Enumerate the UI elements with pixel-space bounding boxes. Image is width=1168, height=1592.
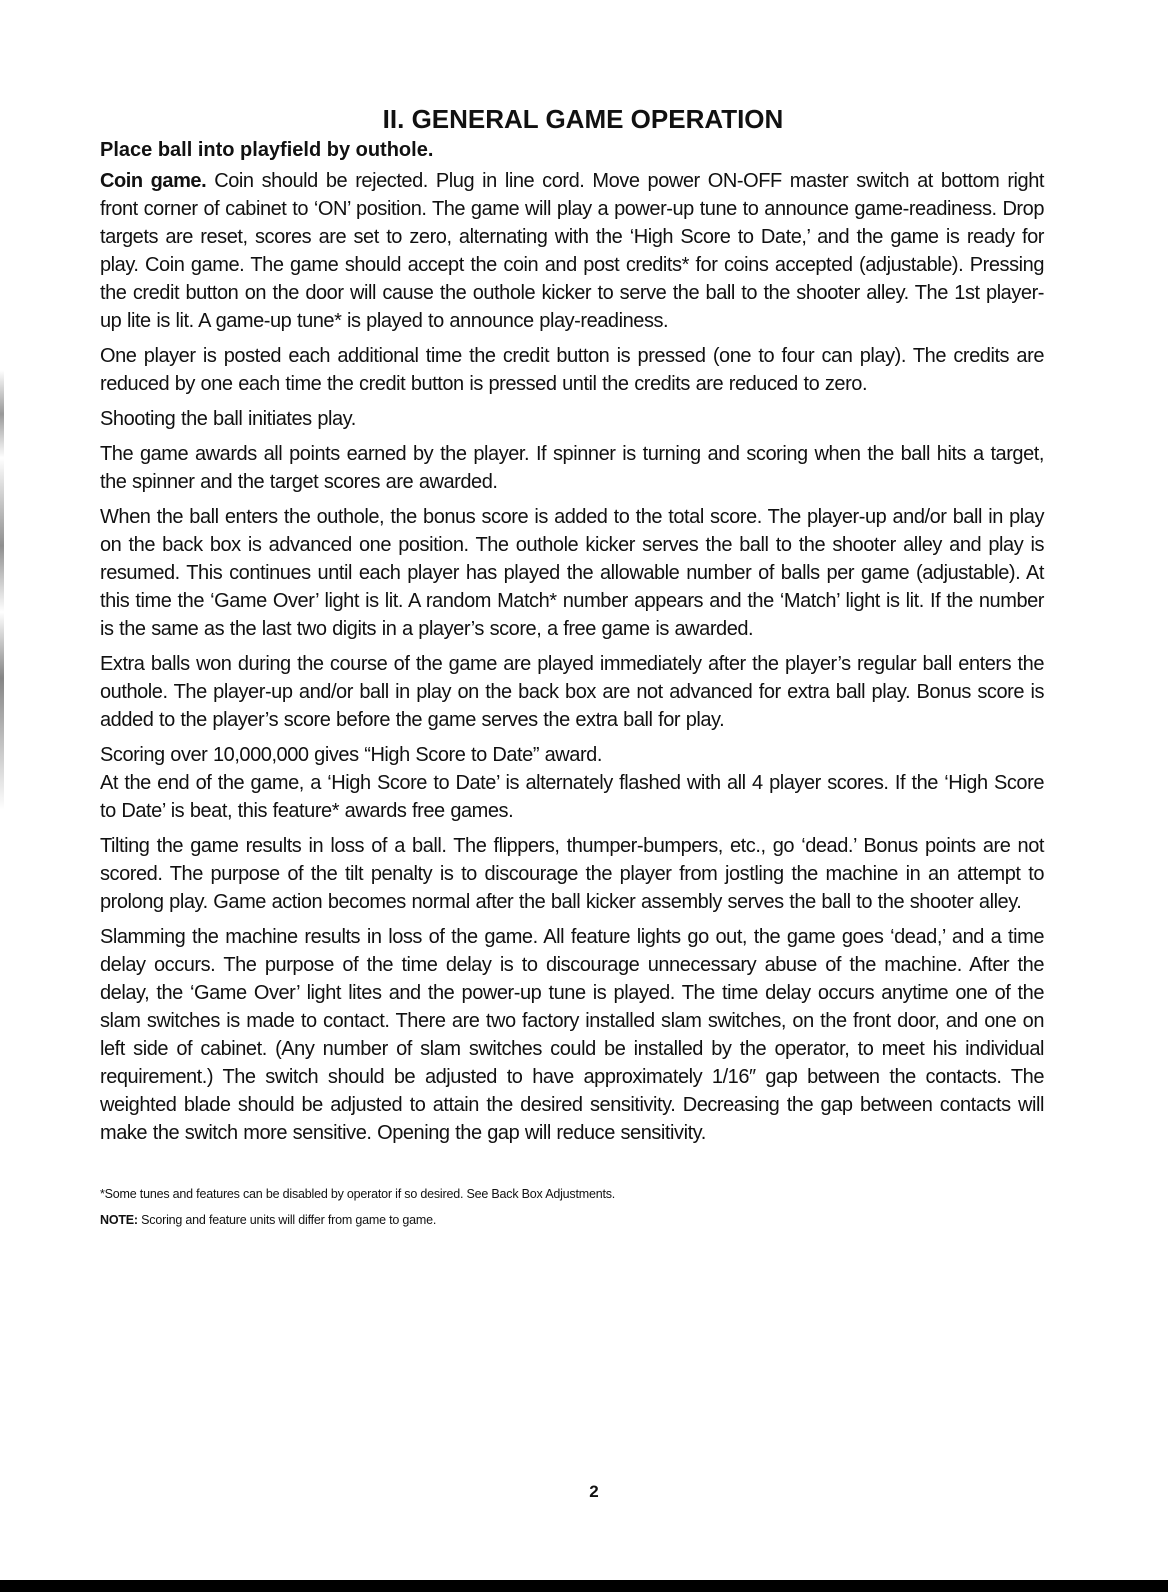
paragraph-lead: Coin game. — [100, 170, 207, 192]
paragraph-text: When the ball enters the outhole, the bonus score is added to the total score. The player-up and/or ball in play on the back box is advanced one position. The outhole kicker serves the ball to the shooter alley and play is resumed. This continues until each player has played the allowable number of balls per game (adjustable). At this time the ‘Game Over’ light is lit. A random Match* number appears and the ‘Match’ light is lit. If the number is the same as the last two digits in a player’s score, a free game is awarded. — [100, 506, 1044, 640]
paragraph — [100, 503, 1044, 643]
section-title: II. GENERAL GAME OPERATION — [382, 104, 784, 134]
paragraph — [100, 769, 1044, 825]
paragraph-text: Tilting the game results in loss of a ball. The flippers, thumper-bumpers, etc., go ‘dead.’ Bonus points are not scored. The purpose of the tilt penalty is to discourage the player from jostling the machine in an attempt to prolong play. Game action becomes normal after the ball kicker assembly serves the ball to the shooter alley. — [100, 835, 1044, 913]
paragraph — [100, 741, 1044, 769]
paragraph-text: Coin should be rejected. Plug in line cord. Move power ON-OFF master switch at bottom right front corner of cabinet to ‘ON’ position. The game will play a power-up tune to announce game-readiness. Drop targets are reset, scores are set to zero, alternating with the ‘High Score to Date,’ and the game is ready for play. Coin game. The game should accept the coin and post credits* for coins accepted (adjustable). Pressing the credit button on the door will cause the outhole kicker to serve the ball to the shooter alley. The 1st player-up lite is lit. A game-up tune* is played to announce play-readiness. — [100, 170, 1045, 332]
footnotes — [100, 1181, 1044, 1233]
paragraph-text: Extra balls won during the course of the game are played immediately after the player’s regular ball enters the outhole. The player-up and/or ball in play on the back box are not advanced for extra ball play. Bonus score is added to the player’s score before the game serves the extra ball for play. — [100, 653, 1044, 731]
note-label: NOTE: — [100, 1213, 138, 1227]
paragraph — [100, 342, 1044, 398]
footnote: *Some tunes and features can be disabled by operator if so desired. See Back Box Adjustments. — [100, 1187, 616, 1201]
note — [100, 1207, 1044, 1233]
section-subtitle: Place ball into playfield by outhole. — [100, 139, 434, 161]
paragraph-text: One player is posted each additional time the credit button is pressed (one to four can play). The credits are reduced by one each time the credit button is pressed until the credits are reduced to zero. — [100, 345, 1044, 395]
paragraph-text: Shooting the ball initiates play. — [100, 408, 356, 430]
paragraph — [100, 650, 1044, 734]
paragraph-text: At the end of the game, a ‘High Score to Date’ is alternately flashed with all 4 player scores. If the ‘High Score to Date’ is beat, this feature* awards free games. — [100, 772, 1044, 822]
scan-edge-artifact — [0, 370, 4, 810]
paragraph — [100, 167, 1044, 335]
document-page — [100, 102, 1044, 1233]
paragraph — [100, 440, 1044, 496]
scan-bottom-band — [0, 1580, 1168, 1592]
paragraph — [100, 832, 1044, 916]
paragraph-text: Slamming the machine results in loss of the game. All feature lights go out, the game goes ‘dead,’ and a time delay occurs. The purpose of the time delay is to discourage unnecessary abuse of the machine. After the delay, the ‘Game Over’ light lites and the power-up tune is played. The time delay occurs anytime one of the slam switches is made to contact. There are two factory installed slam switches, on the front door, and one on left side of cabinet. (Any number of slam switches could be installed by the operator, to meet his individual requirement.) The switch should be adjusted to have approximately 1/16″ gap between the contacts. The weighted blade should be adjusted to attain the desired sensitivity. Decreasing the gap between contacts will make the switch more sensitive. Opening the gap will reduce sensitivity. — [100, 926, 1044, 1144]
paragraph-text: The game awards all points earned by the player. If spinner is turning and scoring when the ball hits a target, the spinner and the target scores are awarded. — [100, 443, 1044, 493]
body-text — [100, 167, 1044, 1147]
paragraph — [100, 923, 1044, 1147]
note-text: Scoring and feature units will differ from game to game. — [137, 1213, 437, 1227]
paragraph — [100, 405, 1044, 433]
page-number: 2 — [589, 1482, 599, 1501]
paragraph-text: Scoring over 10,000,000 gives “High Score to Date” award. — [100, 744, 602, 766]
